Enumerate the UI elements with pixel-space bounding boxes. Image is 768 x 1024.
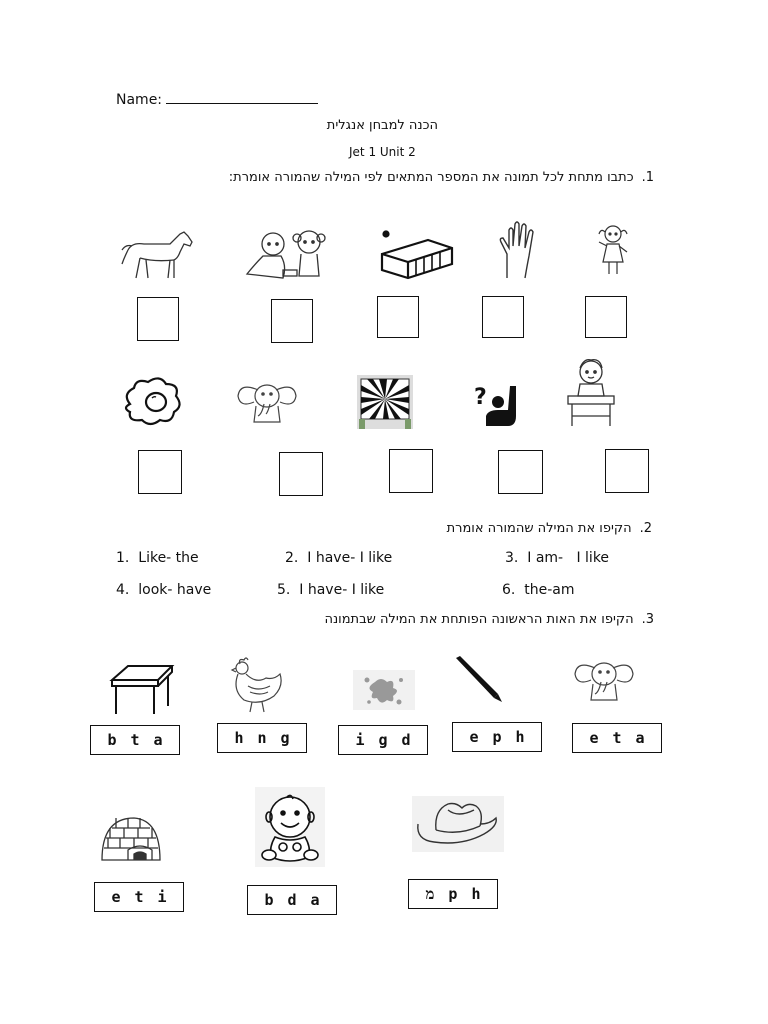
- letter-option[interactable]: e: [589, 729, 599, 747]
- letter-option[interactable]: t: [612, 729, 622, 747]
- q1-answer-box-7[interactable]: [279, 452, 323, 496]
- q2-item-number: 1.: [116, 550, 130, 566]
- letter-option[interactable]: g: [280, 729, 290, 747]
- baby-icon: [255, 787, 325, 867]
- worksheet-subtitle: Jet 1 Unit 2: [349, 145, 416, 159]
- eraser-icon: [378, 224, 458, 282]
- q2-text: הקיפו את המילה שהמורה אומרת: [446, 521, 632, 536]
- q1-answer-box-3[interactable]: [377, 296, 419, 338]
- q2-item-text: the-am: [524, 582, 575, 598]
- letter-option[interactable]: i: [157, 888, 167, 906]
- q2-item-5[interactable]: [277, 582, 384, 598]
- q1-answer-box-5[interactable]: [585, 296, 627, 338]
- hand-icon: [495, 220, 539, 280]
- letter-option[interactable]: i: [355, 731, 365, 749]
- egg-icon: [120, 374, 186, 430]
- letter-option[interactable]: t: [134, 888, 144, 906]
- q1-text: כתבו מתחת לכל תמונה את המספר המתאים לפי המילה שהמורה אומרת:: [228, 170, 634, 185]
- q2-item-number: 5.: [277, 582, 291, 598]
- q2-item-text: Like- the: [138, 550, 199, 566]
- letter-option[interactable]: n: [257, 729, 267, 747]
- letter-option[interactable]: p: [492, 728, 502, 746]
- letter-option[interactable]: b: [264, 891, 274, 909]
- q1-answer-box-1[interactable]: [137, 297, 179, 341]
- q3-letters-8[interactable]: [408, 879, 498, 909]
- svg-text:?: ?: [474, 385, 487, 410]
- q1-answer-box-4[interactable]: [482, 296, 524, 338]
- q2-number: 2.: [639, 521, 652, 536]
- elephant-icon-2: [573, 656, 635, 704]
- q3-text: הקיפו את האות הראשונה הפותחת את המילה שבתמונה: [324, 612, 634, 627]
- q2-item-6[interactable]: [502, 582, 575, 598]
- letter-option[interactable]: b: [107, 731, 117, 749]
- q2-item-number: 3.: [505, 550, 519, 566]
- letter-option[interactable]: d: [401, 731, 411, 749]
- letter-option[interactable]: a: [153, 731, 163, 749]
- q1-instruction: [134, 170, 654, 185]
- letter-option[interactable]: d: [287, 891, 297, 909]
- letter-option[interactable]: h: [515, 728, 525, 746]
- q3-letters-4[interactable]: [452, 722, 542, 752]
- q2-item-3[interactable]: [505, 550, 609, 566]
- q3-letters-7[interactable]: [247, 885, 337, 915]
- name-blank[interactable]: [166, 89, 318, 104]
- optical-illusion-icon: [357, 375, 413, 429]
- q2-item-text: I have- I like: [299, 582, 385, 598]
- q2-item-number: 4.: [116, 582, 130, 598]
- q1-answer-box-2[interactable]: [271, 299, 313, 343]
- boy-at-desk-icon: [566, 358, 616, 428]
- letter-option[interactable]: t: [130, 731, 140, 749]
- q3-number: 3.: [641, 612, 654, 627]
- q1-number: 1.: [641, 170, 654, 185]
- elephant-icon: [236, 378, 298, 426]
- letter-option[interactable]: e: [111, 888, 121, 906]
- q2-item-number: 2.: [285, 550, 299, 566]
- q3-letters-6[interactable]: [94, 882, 184, 912]
- q2-item-text: I am- I like: [527, 550, 610, 566]
- hat-icon: [412, 796, 504, 852]
- letter-option[interactable]: h: [471, 885, 481, 903]
- question-raised-hand-icon: [472, 382, 518, 428]
- q2-item-4[interactable]: [116, 582, 211, 598]
- paint-splash-icon: [353, 670, 415, 710]
- hen-icon: [226, 656, 286, 714]
- q2-item-text: I have- I like: [307, 550, 393, 566]
- q1-answer-box-6[interactable]: [138, 450, 182, 494]
- letter-option[interactable]: a: [635, 729, 645, 747]
- q2-instruction: [252, 521, 652, 536]
- pen-icon: [452, 656, 504, 704]
- girl-icon: [595, 222, 631, 278]
- q2-item-2[interactable]: [285, 550, 392, 566]
- q1-answer-box-9[interactable]: [498, 450, 543, 494]
- letter-option[interactable]: g: [378, 731, 388, 749]
- q3-letters-5[interactable]: [572, 723, 662, 753]
- name-label: Name:: [116, 92, 163, 108]
- worksheet-title: הכנה למבחן אנגלית: [326, 118, 438, 133]
- q3-instruction: [174, 612, 654, 627]
- q2-item-text: look- have: [138, 582, 212, 598]
- q3-letters-3[interactable]: [338, 725, 428, 755]
- q2-item-number: 6.: [502, 582, 516, 598]
- igloo-icon: [98, 812, 164, 864]
- letter-option[interactable]: h: [234, 729, 244, 747]
- q1-answer-box-8[interactable]: [389, 449, 433, 493]
- q3-letters-2[interactable]: [217, 723, 307, 753]
- letter-option[interactable]: a: [310, 891, 320, 909]
- q3-letters-1[interactable]: [90, 725, 180, 755]
- q1-answer-box-10[interactable]: [605, 449, 649, 493]
- table-icon: [108, 662, 176, 718]
- horse-icon: [118, 228, 200, 284]
- letter-option[interactable]: e: [469, 728, 479, 746]
- q2-item-1[interactable]: [116, 550, 199, 566]
- name-line: [116, 89, 318, 108]
- letter-option[interactable]: p: [448, 885, 458, 903]
- letter-option[interactable]: מ: [425, 884, 435, 903]
- children-icon: [243, 226, 339, 284]
